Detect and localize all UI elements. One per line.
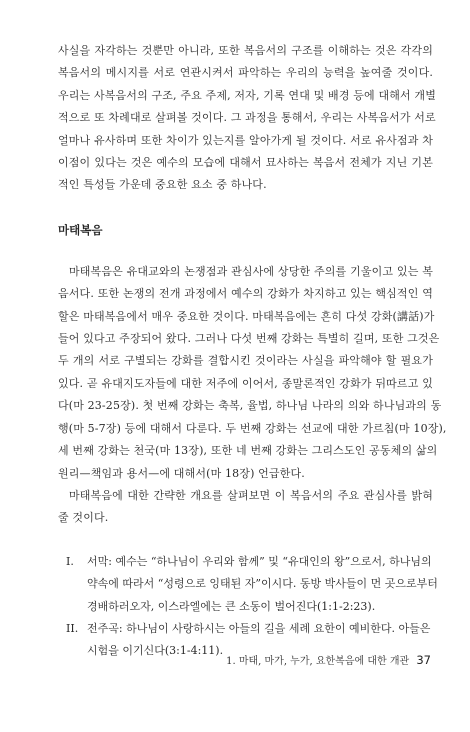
text-line: 적인 특성들 가운데 중요한 요소 중 하나다. [58, 178, 267, 192]
text-line: 두 개의 서로 구별되는 강화를 결합시킨 것이라는 사실을 파악해야 할 필요가 [58, 354, 433, 368]
text-line: 얼마나 유사하며 또한 차이가 있는지를 알아가게 될 것이다. 서로 유사점과 차 [58, 133, 433, 147]
outline-item [66, 551, 438, 618]
intro-paragraph [58, 40, 436, 197]
text-line: 음서다. 또한 논쟁의 전개 과정에서 예수의 강화가 차지하고 있는 핵심적인 역 [58, 287, 433, 301]
running-title: 1. 마태, 마가, 누가, 요한복음에 대한 개관 [226, 656, 410, 667]
section-heading: 마태복음 [58, 222, 103, 237]
text-line: 경배하러오자, 이스라엘에는 큰 소동이 벌어진다(1:1-2:23). [87, 599, 376, 613]
text-line: 행(마 5-7장) 등에 대해서 다룬다. 두 번째 강화는 선교에 대한 가르침(마 10장), [58, 421, 447, 435]
text-line: 사실을 자각하는 것뿐만 아니라, 또한 복음서의 구조를 이해하는 것은 각각의 [58, 44, 433, 57]
text-line: 들어 있다고 주장되어 왔다. 그러나 다섯 번째 강화는 특별히 길며, 또한 그것은 [58, 332, 440, 346]
text-line: 원리—책임과 용서—에 대해서(마 18장) 언급한다. [58, 466, 305, 480]
text-line: 마태복음은 유대교와의 논쟁점과 관심사에 상당한 주의를 기울이고 있는 복 [69, 264, 433, 278]
text-line: 마태복음에 대한 간략한 개요를 살펴보면 이 복음서의 주요 관심사를 밝혀 [69, 488, 433, 502]
text-line: 전주곡: 하나님이 사랑하시는 아들의 길을 세례 요한이 예비한다. 아들은 [87, 621, 431, 635]
text-line: 있다. 곧 유대지도자들에 대한 저주에 이어서, 종말론적인 강화가 뒤따르고 있 [58, 376, 433, 390]
body-paragraph-2 [58, 485, 433, 530]
body-paragraph-1 [58, 261, 447, 485]
page-number: 37 [416, 653, 431, 667]
page-footer [226, 652, 431, 667]
text-line: 할은 마태복음에서 매우 중요한 것이다. 마태복음에는 흔히 다섯 강화(講話)가 [58, 309, 435, 323]
text-line: 시험을 이기신다(3:1-4:11). [87, 644, 224, 658]
outline-list [58, 551, 438, 663]
text-line: 세 번째 강화는 천국(마 13장), 또한 네 번째 강화는 그리스도인 공동체의 삶의 [58, 444, 438, 458]
text-line: 복음서의 메시지를 서로 연관시켜서 파악하는 우리의 능력을 높여줄 것이다. [58, 66, 433, 80]
text-line: 줄 것이다. [58, 511, 109, 525]
text-line: 우리는 사복음서의 구조, 주요 주제, 저자, 기록 연대 및 배경 등에 대해서 개별 [58, 88, 436, 102]
outline-number: I. [66, 554, 74, 568]
outline-number: II. [66, 621, 79, 635]
text-line: 서막: 예수는 “하나님이 우리와 함께” 및 “유대인의 왕”으로서, 하나님의 [87, 554, 432, 568]
text-line: 다(마 23-25장). 첫 번째 강화는 축복, 율법, 하나님 나라의 의와 하나님과의 동 [58, 399, 442, 413]
text-line: 약속에 따라서 “성령으로 잉태된 자”이시다. 동방 박사들이 먼 곳으로부터 [87, 577, 438, 591]
text-line: 이점이 있다는 것은 예수의 모습에 대해서 묘사하는 복음서 전체가 지닌 기본 [58, 156, 433, 170]
text-line: 적으로 또 차례대로 살펴볼 것이다. 그 과정을 통해서, 우리는 사복음서가 서로 [58, 111, 436, 125]
